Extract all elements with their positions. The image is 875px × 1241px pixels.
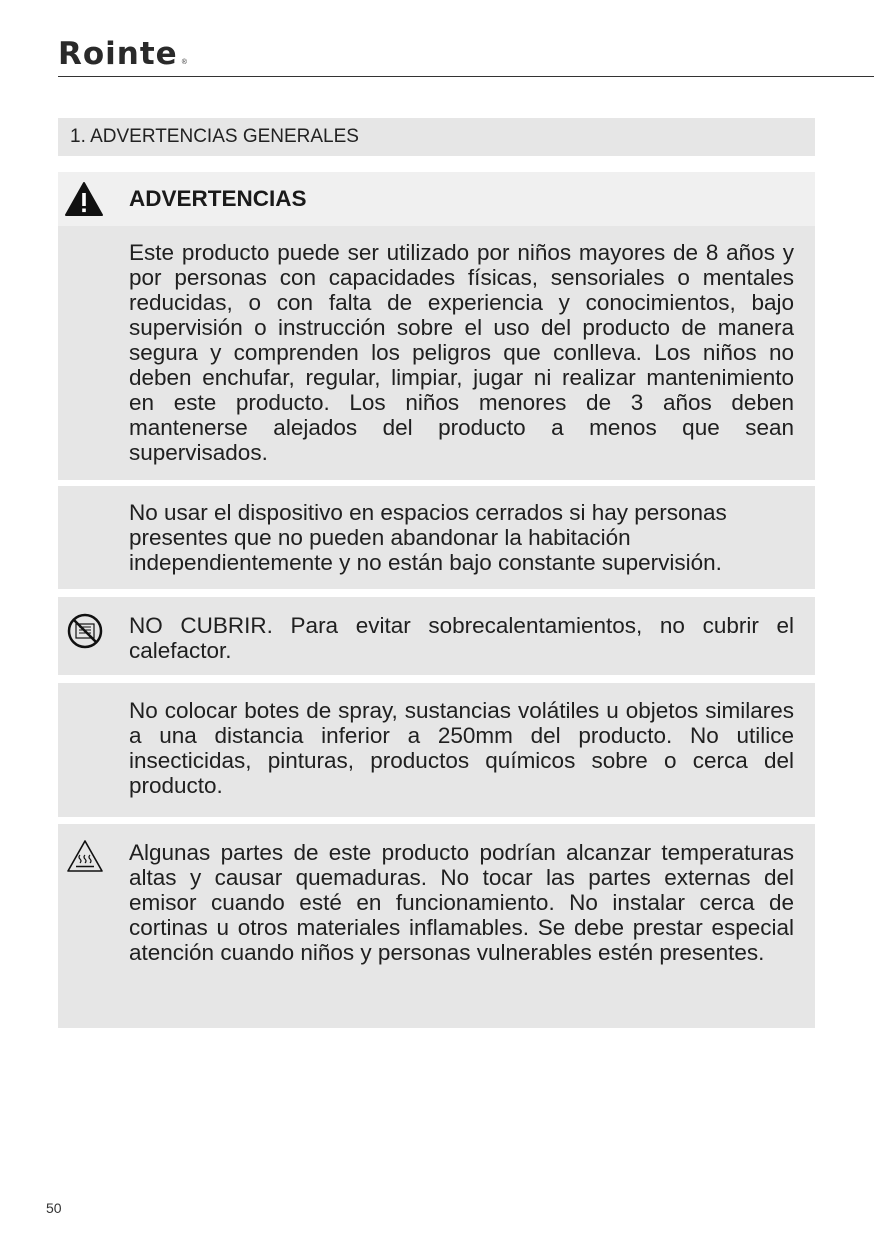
section-title: 1. ADVERTENCIAS GENERALES — [58, 118, 815, 156]
warning-paragraph: No usar el dispositivo en espacios cerrados si hay personas presentes que no pueden abandonar la habitación independientemente y no están bajo constante supervisión. — [129, 500, 727, 575]
hot-surface-icon — [66, 838, 104, 876]
warning-block-1 — [58, 226, 815, 480]
warning-paragraph: Algunas partes de este producto podrían alcanzar temperaturas altas y causar quemaduras. No tocar las partes externas del emisor cuando esté en funcionamiento. No instalar cerca de cortinas u otros materiales inflamables. Se debe prestar especial atención cuando niños y personas vulnerables estén presentes. — [129, 840, 794, 965]
warning-paragraph: NO CUBRIR. Para evitar sobrecalentamientos, no cubrir el calefactor. — [129, 613, 794, 663]
warning-paragraph: Este producto puede ser utilizado por niños mayores de 8 años y por personas con capacidades físicas, sensoriales o mentales reducidas, o con falta de experiencia y conocimientos, bajo supervisión o instrucción sobre el uso del producto de manera segura y comprenden los peligros que conlleva. Los niños no deben enchufar, regular, limpiar, jugar ni realizar mantenimiento en este producto. Los niños menores de 3 años deben mantenerse alejados del producto a menos que sean supervisados. — [129, 240, 794, 465]
registered-mark: ® — [181, 59, 187, 66]
warning-paragraph: No colocar botes de spray, sustancias volátiles u objetos similares a una distancia inferior a 250mm del producto. No utilice insecticidas, pinturas, productos químicos sobre o cerca del producto. — [129, 698, 794, 798]
header-rule — [58, 76, 874, 77]
brand-logo — [58, 36, 187, 72]
warning-triangle-icon — [64, 181, 104, 217]
warnings-heading: ADVERTENCIAS — [129, 186, 307, 211]
warning-block-5 — [58, 824, 815, 1028]
warning-block-3 — [58, 597, 815, 675]
warning-block-4 — [58, 683, 815, 817]
do-not-cover-icon — [66, 612, 104, 650]
logo-text: Rointe — [58, 36, 178, 72]
page-number: 50 — [46, 1200, 62, 1216]
warning-block-2 — [58, 486, 815, 589]
